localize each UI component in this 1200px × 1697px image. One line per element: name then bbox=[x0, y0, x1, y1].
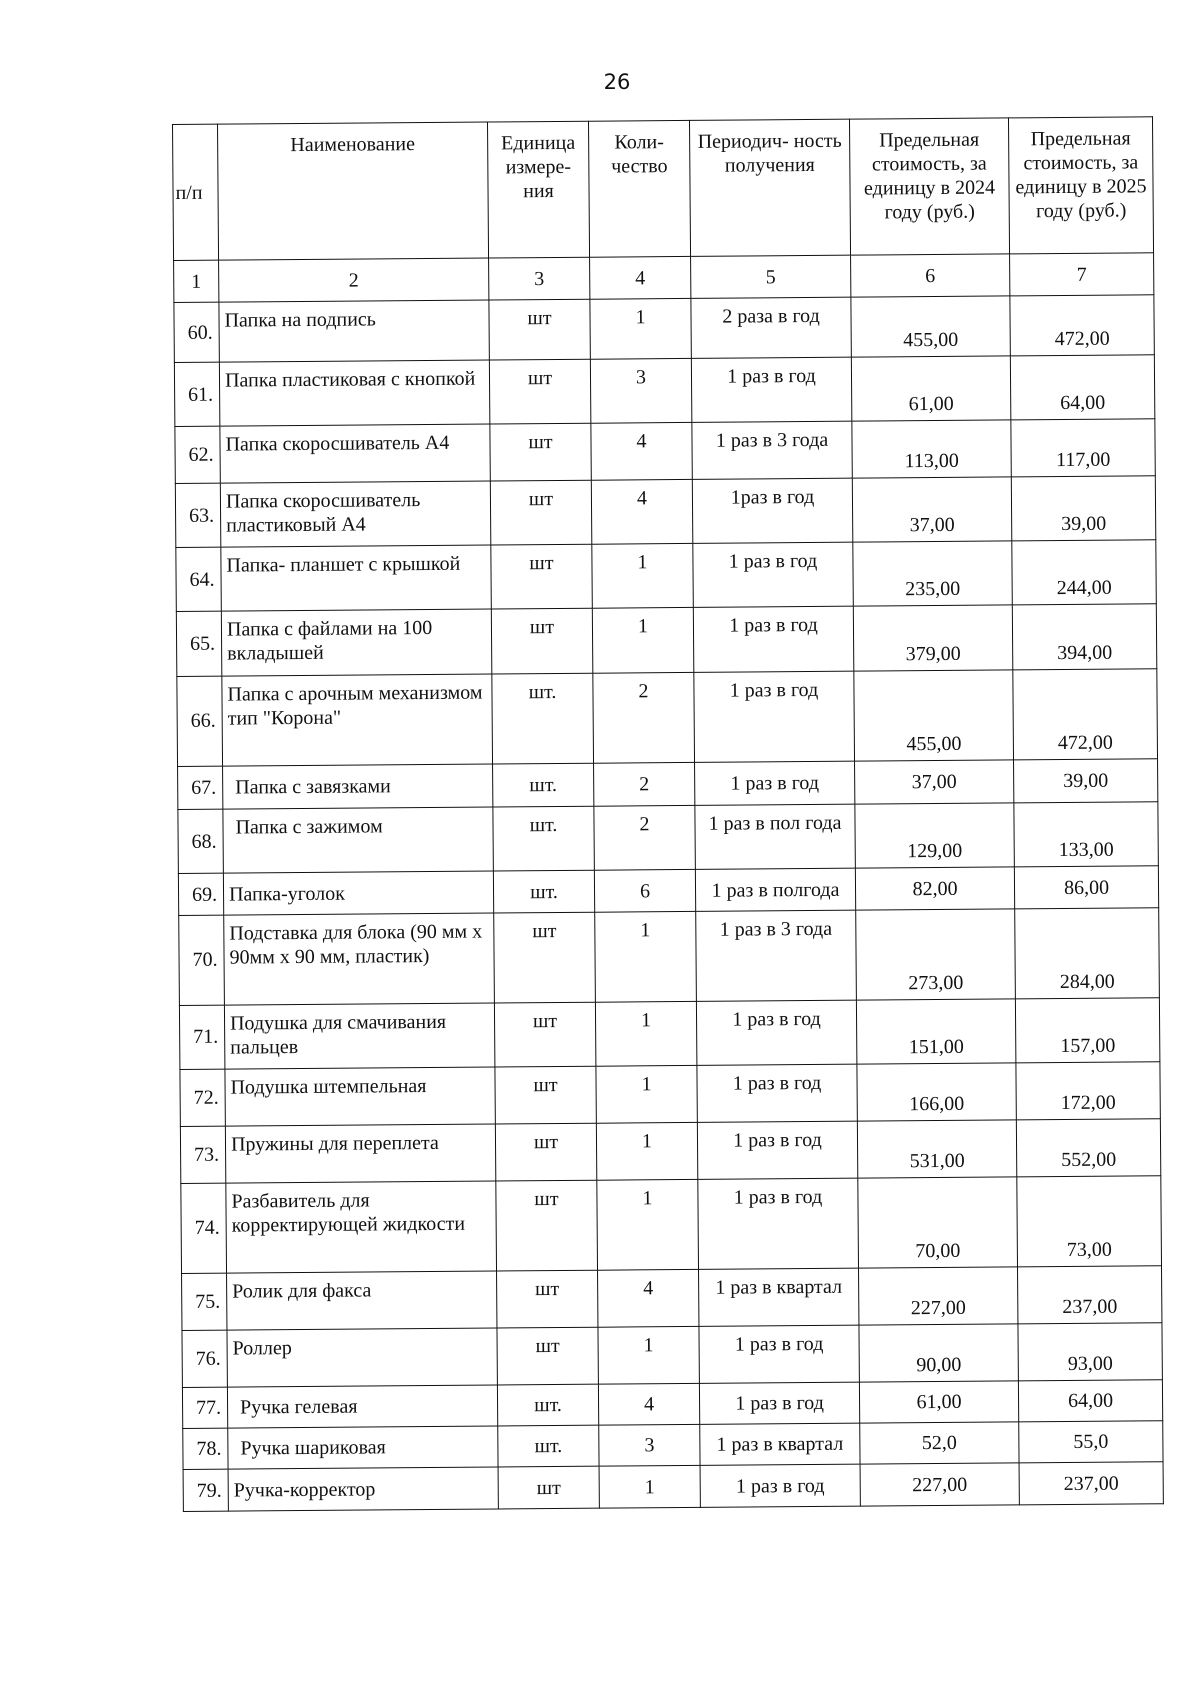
table-row bbox=[178, 802, 1158, 874]
quantity: 1 bbox=[590, 298, 691, 359]
price-2025: 86,00 bbox=[1014, 866, 1158, 909]
quantity: 4 bbox=[591, 423, 692, 481]
price-2024: 129,00 bbox=[855, 803, 1014, 868]
table-row bbox=[176, 540, 1156, 612]
row-number: 67. bbox=[178, 766, 223, 810]
column-number: 3 bbox=[489, 257, 590, 300]
price-2025: 39,00 bbox=[1011, 476, 1155, 541]
row-number: 65. bbox=[176, 612, 222, 677]
table-row bbox=[179, 907, 1160, 1005]
price-2024: 531,00 bbox=[857, 1120, 1016, 1178]
periodicity: 1 раз в пол года bbox=[695, 804, 855, 869]
row-number: 69. bbox=[178, 873, 223, 915]
quantity: 1 bbox=[595, 911, 697, 1002]
unit-of-measure: шт bbox=[494, 1002, 596, 1067]
periodicity: 1 раз в год bbox=[695, 761, 855, 806]
unit-of-measure: шт. bbox=[498, 1425, 599, 1467]
price-2025: 64,00 bbox=[1010, 355, 1154, 420]
price-2025: 237,00 bbox=[1019, 1462, 1163, 1505]
unit-of-measure: шт bbox=[498, 1467, 599, 1509]
table-row bbox=[174, 355, 1154, 427]
quantity: 1 bbox=[598, 1326, 699, 1384]
header-unit: Единица измере- ния bbox=[487, 121, 589, 258]
table-row bbox=[178, 758, 1158, 809]
quantity: 2 bbox=[593, 672, 695, 763]
price-2024: 273,00 bbox=[856, 909, 1016, 1000]
row-number: 73. bbox=[180, 1126, 225, 1183]
quantity: 1 bbox=[596, 1065, 697, 1123]
periodicity: 1 раз в год bbox=[693, 542, 853, 607]
item-name: Ручка шариковая bbox=[228, 1426, 498, 1470]
quantity: 1 bbox=[596, 1122, 697, 1180]
unit-of-measure: шт. bbox=[497, 1384, 598, 1426]
price-2024: 166,00 bbox=[857, 1063, 1016, 1121]
quantity: 1 bbox=[599, 1466, 700, 1508]
unit-of-measure: шт bbox=[497, 1327, 598, 1385]
quantity: 4 bbox=[591, 480, 693, 545]
column-number: 2 bbox=[219, 258, 489, 302]
row-number: 68. bbox=[178, 809, 224, 874]
table-row bbox=[181, 1176, 1162, 1274]
quantity: 2 bbox=[594, 806, 696, 871]
row-number: 75. bbox=[182, 1273, 227, 1330]
price-2024: 70,00 bbox=[858, 1177, 1018, 1268]
header-name: Наименование bbox=[218, 122, 489, 260]
quantity: 3 bbox=[590, 358, 692, 423]
supplies-price-table bbox=[172, 116, 1164, 1512]
price-2025: 472,00 bbox=[1013, 668, 1158, 759]
table-row bbox=[180, 1119, 1160, 1184]
table-row bbox=[175, 419, 1155, 484]
item-name: Ручка-корректор bbox=[228, 1467, 498, 1511]
unit-of-measure: шт bbox=[490, 480, 592, 545]
periodicity: 1 раз в квартал bbox=[700, 1423, 860, 1466]
unit-of-measure: шт bbox=[496, 1180, 598, 1271]
item-name: Папка пластиковая с кнопкой bbox=[219, 360, 489, 426]
price-2024: 379,00 bbox=[853, 605, 1012, 670]
unit-of-measure: шт bbox=[489, 359, 591, 424]
item-name: Папка скоросшиватель пластиковый А4 bbox=[220, 481, 490, 547]
price-2024: 37,00 bbox=[855, 760, 1014, 805]
item-name: Ручка гелевая bbox=[227, 1385, 497, 1429]
price-2024: 227,00 bbox=[860, 1463, 1019, 1506]
column-number: 5 bbox=[691, 255, 851, 298]
price-2025: 39,00 bbox=[1014, 758, 1158, 803]
periodicity: 1 раз в год bbox=[698, 1178, 859, 1269]
page-number: 26 bbox=[603, 70, 631, 94]
table-row bbox=[176, 604, 1156, 676]
header-price-2025: Предельная стоимость, за единицу в 2025 году (руб.) bbox=[1008, 117, 1153, 254]
periodicity: 1 раз в квартал bbox=[699, 1268, 859, 1326]
periodicity: 1 раз в год bbox=[697, 1064, 857, 1122]
header-periodicity: Периодич- ность получения bbox=[689, 119, 850, 256]
quantity: 6 bbox=[594, 870, 695, 912]
price-2025: 284,00 bbox=[1015, 907, 1160, 998]
quantity: 3 bbox=[599, 1424, 700, 1466]
row-number: 66. bbox=[177, 676, 223, 766]
periodicity: 1 раз в год bbox=[691, 357, 851, 422]
item-name: Папка с завязками bbox=[223, 764, 493, 810]
periodicity: 1раз в год bbox=[692, 478, 852, 543]
price-2025: 394,00 bbox=[1012, 604, 1156, 669]
row-number: 72. bbox=[180, 1069, 225, 1126]
price-2024: 235,00 bbox=[853, 541, 1012, 606]
unit-of-measure: шт bbox=[491, 609, 593, 674]
price-2025: 64,00 bbox=[1018, 1379, 1162, 1422]
row-number: 74. bbox=[181, 1183, 227, 1273]
item-name: Папка с зажимом bbox=[223, 807, 493, 873]
price-2025: 157,00 bbox=[1015, 998, 1159, 1063]
unit-of-measure: шт bbox=[491, 545, 593, 610]
price-2025: 552,00 bbox=[1016, 1119, 1160, 1177]
price-2024: 52,0 bbox=[860, 1422, 1019, 1465]
unit-of-measure: шт bbox=[495, 1066, 596, 1124]
price-2024: 151,00 bbox=[856, 999, 1015, 1064]
table-row bbox=[177, 668, 1158, 766]
price-2024: 61,00 bbox=[851, 356, 1010, 421]
item-name: Папка- планшет с крышкой bbox=[221, 545, 491, 611]
price-2025: 93,00 bbox=[1018, 1323, 1162, 1381]
row-number: 76. bbox=[182, 1330, 227, 1387]
table-row bbox=[182, 1266, 1162, 1331]
quantity: 4 bbox=[598, 1269, 699, 1327]
item-name: Подставка для блока (90 мм х 90мм х 90 мм, пластик) bbox=[224, 913, 495, 1005]
periodicity: 1 раз в полгода bbox=[695, 868, 855, 911]
price-2024: 455,00 bbox=[854, 670, 1014, 761]
unit-of-measure: шт. bbox=[493, 806, 595, 871]
header-price-2024: Предельная стоимость, за единицу в 2024 году (руб.) bbox=[849, 118, 1009, 255]
unit-of-measure: шт bbox=[490, 423, 591, 481]
column-number: 1 bbox=[174, 260, 219, 302]
price-2025: 244,00 bbox=[1012, 540, 1156, 605]
unit-of-measure: шт bbox=[497, 1270, 598, 1328]
periodicity: 1 раз в год bbox=[694, 671, 855, 762]
quantity: 1 bbox=[597, 1179, 699, 1270]
row-number: 64. bbox=[176, 547, 222, 612]
row-number: 61. bbox=[174, 362, 220, 427]
item-name: Подушка для смачивания пальцев bbox=[224, 1003, 494, 1069]
item-name: Разбавитель для корректирующей жидкости bbox=[226, 1181, 497, 1273]
table-row bbox=[175, 476, 1155, 548]
row-number: 77. bbox=[182, 1387, 227, 1429]
periodicity: 1 раз в год bbox=[699, 1382, 859, 1425]
header-number: п/п bbox=[173, 124, 219, 260]
quantity: 1 bbox=[595, 1001, 697, 1066]
unit-of-measure: шт bbox=[494, 912, 596, 1003]
item-name: Папка скоросшиватель А4 bbox=[220, 424, 490, 483]
column-number: 6 bbox=[851, 254, 1010, 297]
unit-of-measure: шт. bbox=[493, 871, 594, 913]
periodicity: 1 раз в год bbox=[693, 607, 853, 672]
periodicity: 1 раз в год bbox=[700, 1465, 860, 1508]
item-name: Папка с файлами на 100 вкладышей bbox=[221, 609, 491, 675]
header-quantity: Коли- чество bbox=[588, 120, 690, 257]
periodicity: 1 раз в год bbox=[696, 1000, 856, 1065]
item-name: Папка на подпись bbox=[219, 300, 489, 362]
row-number: 70. bbox=[179, 915, 225, 1005]
price-2024: 82,00 bbox=[855, 867, 1014, 910]
price-2025: 172,00 bbox=[1016, 1062, 1160, 1120]
column-number: 4 bbox=[590, 256, 691, 299]
header-row bbox=[173, 117, 1154, 261]
price-2025: 133,00 bbox=[1014, 802, 1158, 867]
price-2024: 37,00 bbox=[852, 477, 1011, 542]
periodicity: 1 раз в год bbox=[697, 1121, 857, 1179]
quantity: 1 bbox=[592, 608, 694, 673]
row-number: 78. bbox=[183, 1428, 228, 1470]
price-2024: 113,00 bbox=[852, 420, 1011, 478]
item-name: Папка с арочным механизмом тип "Корона" bbox=[222, 674, 493, 766]
price-2025: 73,00 bbox=[1017, 1176, 1162, 1267]
price-2024: 90,00 bbox=[859, 1324, 1018, 1382]
table-row bbox=[180, 1062, 1160, 1127]
price-2025: 472,00 bbox=[1010, 295, 1154, 356]
price-2024: 227,00 bbox=[859, 1267, 1018, 1325]
item-name: Пружины для переплета bbox=[225, 1124, 495, 1183]
row-number: 79. bbox=[183, 1470, 228, 1512]
table-row bbox=[179, 998, 1159, 1070]
periodicity: 1 раз в год bbox=[699, 1325, 859, 1383]
periodicity: 2 раза в год bbox=[691, 297, 851, 358]
row-number: 71. bbox=[179, 1005, 225, 1070]
price-2025: 237,00 bbox=[1018, 1266, 1162, 1324]
item-name: Ролик для факса bbox=[227, 1271, 497, 1330]
table-row bbox=[183, 1462, 1163, 1511]
price-2025: 117,00 bbox=[1011, 419, 1155, 477]
price-2025: 55,0 bbox=[1019, 1421, 1163, 1464]
row-number: 62. bbox=[175, 426, 220, 483]
quantity: 4 bbox=[598, 1383, 699, 1425]
column-number: 7 bbox=[1010, 253, 1154, 296]
item-name: Роллер bbox=[227, 1328, 497, 1387]
table-row bbox=[174, 295, 1154, 363]
unit-of-measure: шт. bbox=[492, 673, 594, 764]
unit-of-measure: шт bbox=[489, 299, 590, 360]
quantity: 1 bbox=[592, 544, 694, 609]
row-number: 63. bbox=[175, 483, 221, 548]
quantity: 2 bbox=[594, 762, 695, 806]
item-name: Подушка штемпельная bbox=[225, 1067, 495, 1126]
periodicity: 1 раз в 3 года bbox=[696, 910, 857, 1001]
item-name: Папка-уголок bbox=[223, 871, 493, 915]
row-number: 60. bbox=[174, 302, 219, 362]
price-2024: 61,00 bbox=[859, 1381, 1018, 1424]
unit-of-measure: шт bbox=[495, 1123, 596, 1181]
periodicity: 1 раз в 3 года bbox=[692, 421, 852, 479]
document-sheet bbox=[172, 116, 1163, 1512]
table-row bbox=[182, 1323, 1162, 1388]
price-2024: 455,00 bbox=[851, 296, 1010, 357]
unit-of-measure: шт. bbox=[493, 763, 594, 807]
